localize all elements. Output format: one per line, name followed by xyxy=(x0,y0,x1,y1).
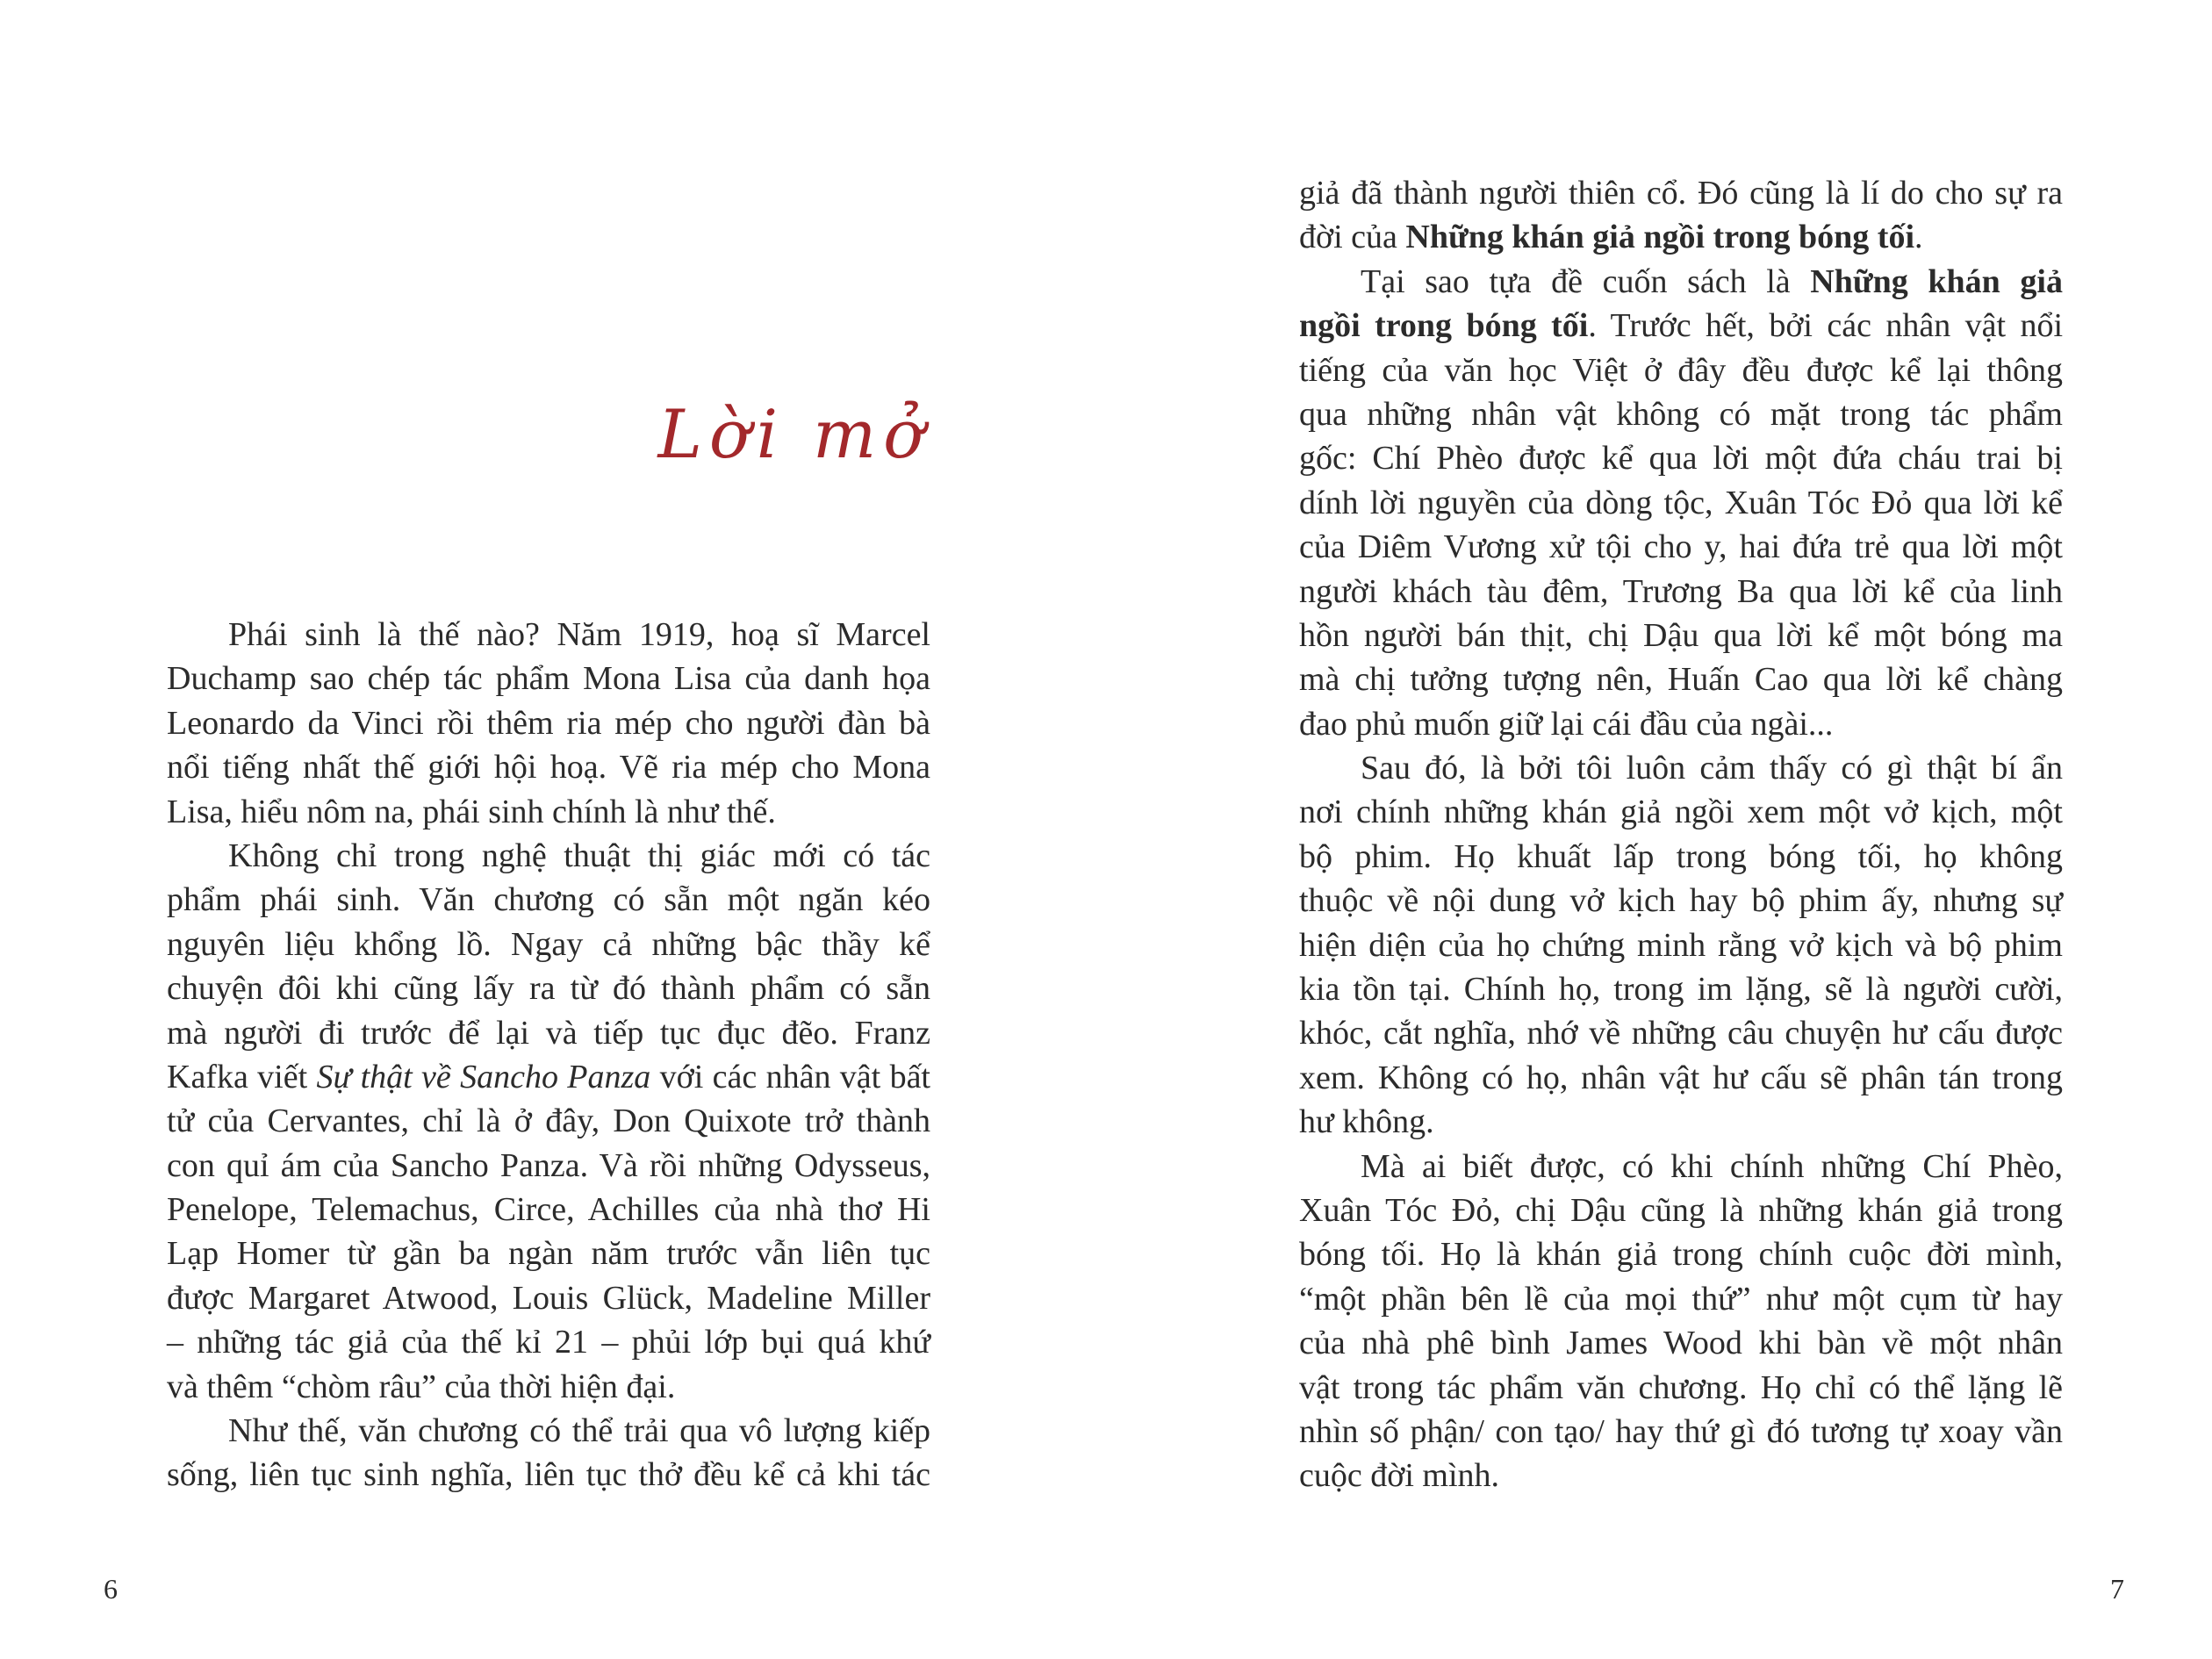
text-segment: nơi chính những khán giả ngồi xem một vở kịch, một xyxy=(1299,794,2063,831)
text-line xyxy=(1299,525,2063,569)
text-segment: kia tồn tại. Chính họ, trong im lặng, sẽ là người cười, xyxy=(1299,971,2063,1009)
text-segment: Sau đó, là bởi tôi luôn cảm thấy có gì thật bí ẩn xyxy=(1361,750,2063,787)
text-segment: với các nhân vật bất xyxy=(650,1058,930,1095)
text-line xyxy=(1299,879,2063,923)
text-segment: Kafka viết xyxy=(167,1058,317,1095)
bold-text: ngồi trong bóng tối xyxy=(1299,307,1589,345)
text-line xyxy=(1299,260,2063,304)
bold-text: Những khán giả xyxy=(1810,262,2063,300)
text-segment: chuyện đôi khi cũng lấy ra từ đó thành phẩm có sẵn xyxy=(167,970,930,1008)
text-segment: Duchamp sao chép tác phẩm Mona Lisa của danh họa xyxy=(167,660,930,698)
text-line xyxy=(1299,1145,2063,1189)
text-line xyxy=(1299,171,2063,215)
text-line xyxy=(1299,657,2063,701)
text-segment: của Diêm Vương xử tội cho y, hai đứa trẻ qua lời một xyxy=(1299,528,2063,566)
text-line xyxy=(167,1232,930,1275)
text-line xyxy=(1299,746,2063,790)
text-segment: gốc: Chí Phèo được kể qua lời một đứa cháu trai bị xyxy=(1299,440,2063,478)
text-line xyxy=(167,1276,930,1320)
text-segment: Phái sinh là thế nào? Năm 1919, hoạ sĩ Marcel xyxy=(228,616,930,653)
text-line xyxy=(167,834,930,878)
text-segment: Penelope, Telemachus, Circe, Achilles của nhà thơ Hi xyxy=(167,1191,930,1229)
text-segment: và thêm “chòm râu” của thời hiện đại. xyxy=(167,1368,676,1405)
text-segment: Lạp Homer từ gần ba ngàn năm trước vẫn liên tục xyxy=(167,1235,930,1273)
text-segment: hư không. xyxy=(1299,1103,1434,1141)
text-segment: thuộc về nội dung vở kịch hay bộ phim ấy, nhưng sự xyxy=(1299,882,2063,920)
text-segment: Leonardo da Vinci rồi thêm ria mép cho người đàn bà xyxy=(167,704,930,742)
right-page xyxy=(1106,0,2212,1659)
text-line xyxy=(1299,967,2063,1011)
text-segment: tiếng của văn học Việt ở đây đều được kể lại thông xyxy=(1299,351,2063,389)
text-line xyxy=(167,1144,930,1188)
text-segment: của nhà phê bình James Wood khi bàn về một nhân xyxy=(1299,1325,2063,1362)
text-segment: Lisa, hiểu nôm na, phái sinh chính là như thế. xyxy=(167,793,776,830)
text-segment: qua những nhân vật không có mặt trong tác phẩm xyxy=(1299,395,2063,433)
text-segment: sống, liên tục sinh nghĩa, liên tục thở đều kể cả khi tác xyxy=(167,1456,930,1494)
text-line xyxy=(167,1188,930,1232)
text-segment: tử của Cervantes, chỉ là ở đây, Don Quixote trở thành xyxy=(167,1102,930,1140)
text-line xyxy=(1299,835,2063,879)
page-number-right: 7 xyxy=(2110,1573,2124,1605)
text-segment: giả đã thành người thiên cổ. Đó cũng là lí do cho sự ra xyxy=(1299,175,2063,212)
text-line xyxy=(167,790,930,834)
text-line xyxy=(1299,304,2063,348)
text-line xyxy=(167,923,930,966)
text-segment: Xuân Tóc Đỏ, chị Dậu cũng là những khán giả trong xyxy=(1299,1191,2063,1229)
text-segment: nhìn số phận/ con tạo/ hay thứ gì đó tương tự xoay vần xyxy=(1299,1412,2063,1450)
italic-text: Sự thật về Sancho Panza xyxy=(316,1058,651,1095)
text-segment: khóc, cắt nghĩa, nhớ về những câu chuyện hư cấu được xyxy=(1299,1015,2063,1052)
text-line xyxy=(1299,1454,2063,1497)
text-segment: Tại sao tựa đề cuốn sách là xyxy=(1361,262,1811,300)
text-segment: cuộc đời mình. xyxy=(1299,1457,1499,1495)
text-line xyxy=(167,1011,930,1055)
text-segment: người khách tàu đêm, Trương Ba qua lời kể của linh xyxy=(1299,572,2063,610)
text-segment: hiện diện của họ chứng minh rằng vở kịch và bộ phim xyxy=(1299,926,2063,964)
text-line xyxy=(1299,481,2063,525)
text-line xyxy=(167,878,930,922)
text-line xyxy=(167,1409,930,1453)
text-line xyxy=(167,1453,930,1497)
text-line xyxy=(167,657,930,700)
text-line xyxy=(1299,392,2063,436)
text-segment: Như thế, văn chương có thể trải qua vô lượng kiếp xyxy=(228,1412,930,1450)
text-line xyxy=(1299,1277,2063,1321)
text-line xyxy=(1299,1011,2063,1055)
text-segment: xem. Không có họ, nhân vật hư cấu sẽ phân tán trong xyxy=(1299,1059,2063,1096)
text-segment: Không chỉ trong nghệ thuật thị giác mới có tác xyxy=(228,837,930,874)
text-segment: . xyxy=(1914,219,1923,256)
text-line xyxy=(167,745,930,789)
text-segment: phẩm phái sinh. Văn chương có sẵn một ngăn kéo xyxy=(167,881,930,919)
text-line xyxy=(1299,1232,2063,1276)
text-line xyxy=(1299,348,2063,392)
text-line xyxy=(167,1320,930,1364)
text-line xyxy=(167,1099,930,1143)
bold-text: Những khán giả ngồi trong bóng tối xyxy=(1405,219,1915,256)
text-line xyxy=(1299,790,2063,834)
text-line xyxy=(167,613,930,657)
text-segment: đao phủ muốn giữ lại cái đầu của ngài... xyxy=(1299,705,1834,743)
text-segment: đời của xyxy=(1299,219,1406,256)
left-body-text xyxy=(167,613,930,1497)
text-line xyxy=(1299,1100,2063,1144)
text-line xyxy=(167,966,930,1010)
text-line xyxy=(167,1055,930,1099)
text-segment: bóng tối. Họ là khán giả trong chính cuộc đời mình, xyxy=(1299,1236,2063,1274)
text-line xyxy=(1299,1056,2063,1100)
text-line xyxy=(1299,1189,2063,1232)
text-segment: “một phần bên lề của mọi thứ” như một cụm từ hay xyxy=(1299,1280,2063,1318)
text-line xyxy=(167,1365,930,1409)
text-segment: bộ phim. Họ khuất lấp trong bóng tối, họ không xyxy=(1299,837,2063,875)
text-segment: Mà ai biết được, có khi chính những Chí Phèo, xyxy=(1361,1147,2063,1185)
text-segment: hồn người bán thịt, chị Dậu qua lời kể một bóng ma xyxy=(1299,616,2063,654)
text-segment: con quỉ ám của Sancho Panza. Và rồi những Odysseus, xyxy=(167,1146,930,1184)
text-segment: – những tác giả của thế kỉ 21 – phủi lớp bụi quá khứ xyxy=(167,1324,930,1361)
text-segment: mà chị tưởng tượng nên, Huấn Cao qua lời kể chàng xyxy=(1299,661,2063,699)
text-line xyxy=(167,701,930,745)
text-line xyxy=(1299,923,2063,967)
text-line xyxy=(1299,614,2063,657)
text-segment: vật trong tác phẩm văn chương. Họ chỉ có thể lặng lẽ xyxy=(1299,1368,2063,1406)
text-segment: dính lời nguyền của dòng tộc, Xuân Tóc Đỏ qua lời kể xyxy=(1299,484,2063,521)
text-line xyxy=(1299,436,2063,480)
text-segment: mà người đi trước để lại và tiếp tục đục đẽo. Franz xyxy=(167,1014,930,1052)
chapter-title: Lời mở xyxy=(657,395,930,473)
text-segment: . Trước hết, bởi các nhân vật nổi xyxy=(1588,307,2063,345)
page-number-left: 6 xyxy=(104,1573,118,1605)
text-line xyxy=(1299,570,2063,614)
text-line xyxy=(1299,1410,2063,1454)
text-line xyxy=(1299,1321,2063,1365)
text-segment: nguyên liệu khổng lồ. Ngay cả những bậc thầy kể xyxy=(167,925,930,963)
right-body-text xyxy=(1299,171,2063,1498)
text-segment: được Margaret Atwood, Louis Glück, Madeline Miller xyxy=(167,1279,930,1317)
text-segment: nổi tiếng nhất thế giới hội hoạ. Vẽ ria mép cho Mona xyxy=(167,749,930,786)
text-line xyxy=(1299,702,2063,746)
text-line xyxy=(1299,1366,2063,1410)
text-line xyxy=(1299,215,2063,259)
